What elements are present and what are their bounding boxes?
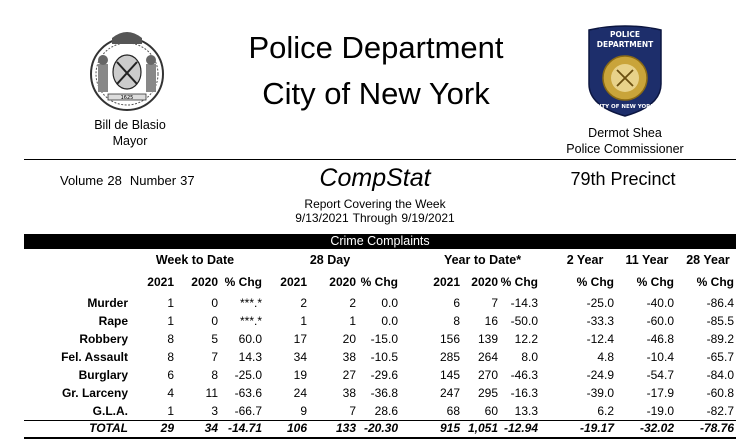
table-cell: 16 [484, 314, 498, 328]
commissioner-name: Dermot Shea [588, 126, 662, 140]
table-cell: -29.6 [370, 368, 398, 382]
commissioner-block [545, 125, 705, 157]
table-cell: -15.0 [370, 332, 398, 346]
table-cell: -33.3 [586, 314, 614, 328]
volume-number [60, 173, 199, 188]
col-subheader: 2021 [433, 275, 460, 289]
row-label: Rape [98, 314, 128, 328]
table-cell: 4.8 [597, 350, 614, 364]
table-cell: 2 [349, 296, 356, 310]
table-cell: 1 [167, 404, 174, 418]
group-11-year: 11 Year [625, 253, 669, 267]
table-cell: -25.0 [234, 368, 262, 382]
table-cell: 5 [211, 332, 218, 346]
table-cell: -54.7 [646, 368, 674, 382]
table-cell: 270 [477, 368, 498, 382]
table-cell: 1 [167, 314, 174, 328]
table-cell: -82.7 [706, 404, 734, 418]
table-cell: -10.4 [646, 350, 674, 364]
col-subheader: 2021 [280, 275, 307, 289]
total-bottom-rule [24, 437, 736, 439]
table-cell: 247 [439, 386, 460, 400]
row-label: G.L.A. [92, 404, 128, 418]
table-cell: 295 [477, 386, 498, 400]
badge-text-top: POLICE [609, 30, 641, 39]
total-cell: 915 [439, 421, 460, 435]
table-cell: -60.8 [706, 386, 734, 400]
table-cell: ***.* [239, 314, 262, 328]
total-cell: 29 [160, 421, 174, 435]
table-cell: -10.5 [370, 350, 398, 364]
row-label: Robbery [79, 332, 128, 346]
table-cell: 1 [349, 314, 356, 328]
table-cell: 7 [349, 404, 356, 418]
total-cell: -12.94 [503, 421, 538, 435]
table-cell: -46.3 [510, 368, 538, 382]
table-cell: -40.0 [646, 296, 674, 310]
row-label: Fel. Assault [61, 350, 128, 364]
total-cell: -78.76 [699, 421, 734, 435]
end-date: 9/19/2021 [401, 211, 455, 225]
table-cell: 12.2 [514, 332, 538, 346]
title-line-2: City of New York [262, 76, 490, 111]
col-subheader: % Chg [224, 275, 262, 289]
table-cell: -19.0 [646, 404, 674, 418]
table-cell: -46.8 [646, 332, 674, 346]
group-year-to-date: Year to Date* [443, 253, 522, 267]
table-cell: 38 [342, 350, 356, 364]
table-cell: -36.8 [370, 386, 398, 400]
table-cell: 7 [211, 350, 218, 364]
mayor-title: Mayor [112, 134, 148, 148]
number-value: 37 [180, 173, 195, 188]
commissioner-title: Police Commissioner [566, 142, 684, 156]
table-cell: 68 [446, 404, 460, 418]
total-top-rule [24, 420, 736, 421]
table-cell: 0.0 [381, 296, 398, 310]
precinct-name: 79th Precinct [570, 169, 676, 189]
through-label: Through [352, 211, 398, 225]
group-28-year: 28 Year [686, 253, 730, 267]
table-cell: 6.2 [597, 404, 614, 418]
row-label: Burglary [78, 368, 128, 382]
col-subheader: % Chg [696, 275, 734, 289]
total-cell: -32.02 [639, 421, 674, 435]
table-cell: 19 [293, 368, 307, 382]
table-cell: -39.0 [586, 386, 614, 400]
table-cell: ***.* [239, 296, 262, 310]
table-cell: 20 [342, 332, 356, 346]
header-divider [24, 159, 736, 160]
table-cell: 139 [477, 332, 498, 346]
table-cell: 11 [205, 386, 218, 400]
mayor-name: Bill de Blasio [94, 118, 166, 132]
table-cell: 17 [293, 332, 307, 346]
group-week-to-date: Week to Date [155, 253, 235, 267]
total-cell: -14.71 [227, 421, 262, 435]
total-cell: -20.30 [363, 421, 398, 435]
table-cell: 0.0 [381, 314, 398, 328]
table-cell: 8 [167, 350, 174, 364]
row-label: Murder [87, 296, 128, 310]
table-cell: 28.6 [374, 404, 398, 418]
table-cell: 60.0 [238, 332, 262, 346]
table-cell: -89.2 [706, 332, 734, 346]
total-label: TOTAL [89, 421, 128, 435]
table-cell: -17.9 [646, 386, 674, 400]
compstat-title: CompStat [319, 164, 431, 192]
table-cell: -50.0 [510, 314, 538, 328]
table-cell: -66.7 [234, 404, 262, 418]
table-cell: 14.3 [238, 350, 262, 364]
table-cell: 1 [167, 296, 174, 310]
total-cell: 34 [204, 421, 218, 435]
badge-text-mid: DEPARTMENT [596, 40, 654, 49]
report-covering: Report Covering the Week [304, 197, 446, 211]
col-subheader: % Chg [576, 275, 614, 289]
table-cell: -86.4 [706, 296, 734, 310]
table-cell: 285 [439, 350, 460, 364]
table-cell: 60 [484, 404, 498, 418]
table-cell: 8 [167, 332, 174, 346]
table-cell: -65.7 [706, 350, 734, 364]
table-cell: 8 [453, 314, 460, 328]
table-cell: 2 [300, 296, 307, 310]
table-cell: 9 [300, 404, 307, 418]
table-cell: 0 [211, 296, 218, 310]
table-cell: 38 [342, 386, 356, 400]
table-cell: 145 [439, 368, 460, 382]
volume-label: Volume [60, 173, 104, 188]
table-cell: -63.6 [234, 386, 262, 400]
table-cell: 6 [167, 368, 174, 382]
col-subheader: 2020 [329, 275, 356, 289]
table-cell: -84.0 [706, 368, 734, 382]
total-cell: 1,051 [467, 421, 498, 435]
number-label: Number [129, 173, 177, 188]
table-cell: -12.4 [586, 332, 614, 346]
start-date: 9/13/2021 [295, 211, 349, 225]
col-subheader: % Chg [360, 275, 398, 289]
table-cell: 34 [293, 350, 307, 364]
total-cell: -19.17 [579, 421, 614, 435]
table-cell: -85.5 [706, 314, 734, 328]
col-subheader: 2020 [471, 275, 498, 289]
report-dates [230, 211, 520, 225]
table-cell: 4 [167, 386, 174, 400]
table-cell: 24 [293, 386, 307, 400]
total-cell: 133 [335, 421, 356, 435]
col-subheader: 2020 [191, 275, 218, 289]
table-cell: -25.0 [586, 296, 614, 310]
crime-complaints-band: Crime Complaints [24, 234, 736, 249]
table-cell: 3 [211, 404, 218, 418]
nypd-badge-icon [585, 24, 665, 118]
table-cell: -14.3 [510, 296, 538, 310]
table-cell: 8 [211, 368, 218, 382]
table-cell: 13.3 [514, 404, 538, 418]
table-cell: -60.0 [646, 314, 674, 328]
table-cell: 264 [477, 350, 498, 364]
group-2-year: 2 Year [566, 253, 604, 267]
title-line-1: Police Department [248, 30, 504, 65]
volume-value: 28 [107, 173, 122, 188]
badge-text-bottom: CITY OF NEW YORK [595, 104, 655, 110]
table-cell: -16.3 [510, 386, 538, 400]
row-label: Gr. Larceny [61, 386, 128, 400]
table-cell: 8.0 [521, 350, 538, 364]
table-cell: 6 [453, 296, 460, 310]
col-subheader: 2021 [147, 275, 174, 289]
table-cell: 1 [300, 314, 307, 328]
seal-year: 1625 [120, 95, 134, 101]
table-cell: 27 [342, 368, 356, 382]
mayor-block [60, 117, 200, 149]
table-cell: 156 [439, 332, 460, 346]
table-cell: 0 [211, 314, 218, 328]
table-cell: 7 [491, 296, 498, 310]
col-subheader: % Chg [636, 275, 674, 289]
col-subheader: % Chg [500, 275, 538, 289]
group-28-day: 28 Day [309, 253, 351, 267]
total-cell: 106 [286, 421, 307, 435]
nyc-seal-icon [84, 24, 170, 112]
table-cell: -24.9 [586, 368, 614, 382]
